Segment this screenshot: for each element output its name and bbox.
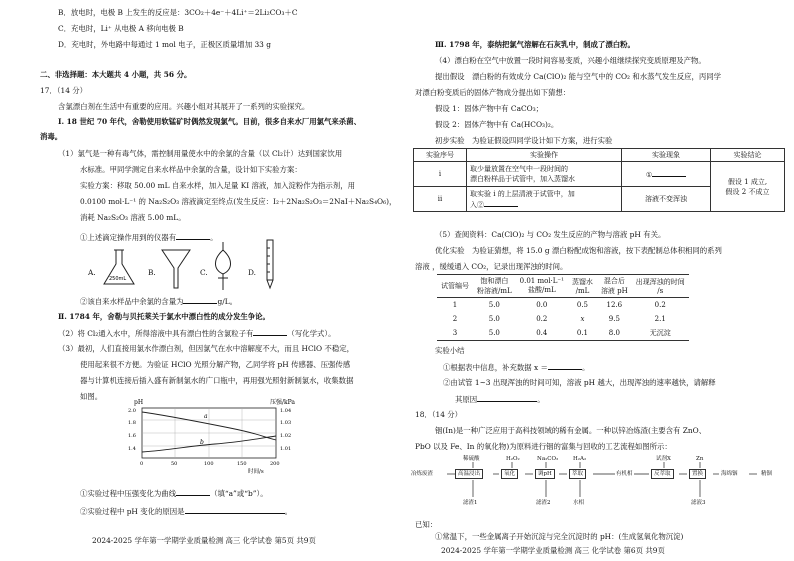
q1-sub2 (80, 296, 237, 306)
flow-output: 滤液3 (691, 500, 706, 506)
tick-right: 1.02 (280, 433, 292, 439)
table-row (437, 312, 689, 326)
apparatus-c-label: C. (200, 268, 208, 277)
flow-input: 稀硫酸 (463, 456, 480, 462)
summary-1-text: ①根据表中信息，补充数据 x ＝ (443, 363, 548, 372)
graph-right-ticks (280, 408, 291, 452)
tick-right: 1.03 (280, 420, 292, 426)
q3-sub2: ②实验过程中 pH 变化的原因是 。 (80, 507, 292, 516)
answer-blank[interactable] (548, 362, 582, 370)
flow-input: Zn (696, 456, 704, 462)
cell: 0.5 (576, 301, 588, 309)
graph-left-ticks (128, 408, 136, 452)
phenomenon-marker: ① (645, 171, 653, 179)
th-cell: 蒸馏水 /mL (568, 275, 597, 298)
flow-output: 滤渣1 (463, 500, 478, 506)
cell: 2 (452, 315, 458, 323)
cell: 溶液不变浑浊 (622, 187, 711, 212)
graph-x-ticks (140, 461, 280, 467)
q4-text-4: 初步实验 为验证假设四同学设计如下方案，进行实验 (435, 136, 613, 145)
answer-blank[interactable] (253, 328, 287, 336)
process-flowchart (411, 455, 789, 515)
question-18-number: 18．（14 分） (415, 410, 463, 419)
q2-text-main: （2）将 Cl₂通入水中，所得溶液中具有漂白性的含氯粒子有 (58, 329, 254, 338)
part-1-heading: Ⅰ. 18 世纪 70 年代，舍勒使用软锰矿时偶然发现氯气。目前，很多自来水厂用氯气来杀菌、 (58, 117, 361, 126)
cell: 2.1 (654, 315, 666, 323)
apparatus-d-label: D. (248, 268, 257, 277)
flow-step: 萃取 (569, 469, 586, 479)
q18-text-1: 铟(In)是一种广泛应用于高科技领域的稀有金属。一种以锌冶炼渣(主要含有 ZnO、 (435, 426, 707, 435)
cell-line: 取少量放置在空气中一段时间的 (470, 165, 568, 173)
q5-text-3: 溶液 ，缓缓通入 CO₂，记录出现浑浊的时间。 (415, 262, 568, 271)
tick-left: 2.0 (128, 408, 136, 414)
hypothesis-1: 假设 1：固体产物中有 CaCO₃； (435, 104, 544, 113)
footer-right: 2024-2025 学年第一学期学业质量检测 高三 化学试卷 第6页 共9页 (441, 546, 665, 555)
q3-sub1-end: （填“a”或“b”）。 (210, 489, 268, 498)
q1-text-2: 水标准。甲同学测定自来水样品中余氯的含量，设计如下实验方案： (80, 165, 302, 174)
cell: x (580, 315, 585, 323)
cell: 0.0 (536, 301, 548, 309)
tick-left: 1.8 (128, 420, 136, 426)
known-1: ①常温下，一些金属离子开始沉淀与完全沉淀时的 pH：(生成氢氧化物沉淀) (435, 532, 684, 541)
cell: 5.0 (488, 315, 500, 323)
cell (711, 162, 785, 212)
cell (467, 187, 622, 212)
answer-blank[interactable] (484, 199, 518, 207)
th-cell: 实验现象 (622, 149, 711, 162)
flow-end: 精铟 (761, 471, 773, 477)
apparatus-b-label: B. (148, 268, 156, 277)
cell-line (470, 199, 618, 210)
summary-2-line-2: 其原因 。 (455, 395, 545, 404)
cell-line: 假设 1 成立, (727, 177, 768, 186)
cell-line: 假设 2 不成立 (725, 187, 770, 196)
flow-input: H₂A₂ (573, 456, 587, 462)
volumetric-flask-icon (100, 248, 138, 290)
flow-step: 调pH (535, 469, 555, 479)
cell: i (414, 162, 467, 187)
cell: 5.0 (488, 329, 500, 337)
flow-step: 反萃取 (651, 469, 674, 479)
q2-text-end: （写化学式）。 (287, 329, 336, 338)
right-page (397, 0, 794, 561)
th-cell: 实验结论 (711, 149, 785, 162)
cell: 12.6 (606, 301, 623, 309)
q3-sub2-text: ②实验过程中 pH 变化的原因是 (80, 507, 185, 516)
flow-input: H₂O₂ (506, 456, 520, 462)
table-header (437, 275, 689, 298)
q4-text-2: 提出假设 漂白粉的有效成分 Ca(ClO)₂ 能与空气中的 CO₂ 和水蒸气发生反应，丙同学 (435, 72, 722, 81)
table-row (437, 298, 689, 313)
answer-blank[interactable] (176, 488, 210, 496)
apparatus-a-label: A. (88, 268, 96, 277)
answer-blank[interactable] (652, 169, 686, 177)
q1-sub1: ①上述滴定操作用到的仪器有 。 (80, 233, 218, 242)
separatory-funnel-icon (210, 240, 236, 292)
th-cell: 试管编号 (437, 275, 473, 298)
question-17-intro: 含氯漂白剂在生活中有重要的应用。兴趣小组对其展开了一系列的实验探究。 (58, 102, 310, 111)
q1-text-3: 实验方案：移取 50.00 mL 自来水样，加入足量 KI 溶液，加入淀粉作为指示剂，用 (80, 181, 355, 190)
part-1-heading-cont: 消毒。 (40, 132, 63, 141)
cell (467, 162, 622, 187)
tick-left: 1.6 (128, 433, 136, 439)
summary-heading: 实验小结 (435, 346, 465, 355)
th-cell: 混合后 溶液 pH (597, 275, 632, 298)
tick-x: 0 (140, 461, 144, 467)
cell: 0.4 (536, 329, 548, 337)
question-17-number: 17．（14 分） (40, 86, 88, 95)
cell: 无沉淀 (649, 329, 671, 337)
summary-1: ①根据表中信息，补充数据 x ＝ 。 (443, 363, 590, 372)
graph-ylabel-right: 压强/kPa (270, 399, 296, 406)
tick-x: 150 (237, 461, 247, 467)
cell: 9.5 (608, 315, 620, 323)
section-heading: 二、非选择题：本大题共 4 小题，共 56 分。 (40, 70, 192, 79)
cell: 3 (452, 329, 458, 337)
q3-text-1: （3）最初，人们直接用氯水作漂白剂，但因氯气在水中溶解度不大，而且 HClO 不稳定， (58, 344, 354, 353)
hypothesis-2: 假设 2：固体产物中有 Ca(HCO₃)₂。 (435, 120, 559, 129)
q3-text-4: 如图。 (80, 392, 103, 401)
tick-x: 200 (270, 461, 280, 467)
summary-2-line-1: ②由试管 1~3 出现浑浊的时间可知，溶液 pH 越大，出现浑浊的速率越快，请解释 (443, 378, 716, 387)
q3-sub1 (80, 488, 268, 498)
th-cell: 0.01 mol·L⁻¹ 盐酸/mL (516, 275, 568, 298)
known-heading: 已知： (415, 520, 438, 529)
th-cell: 实验序号 (414, 149, 467, 162)
option-b: B．放电时，电极 B 上发生的反应是：3CO₂＋4e⁻＋4Li⁺＝2Li₂CO₃＋C (58, 8, 298, 17)
funnel-icon (160, 246, 192, 290)
experiment-table (413, 148, 785, 212)
q4-text-3: 对漂白粉变质后的固体产物成分提出如下猜想： (415, 88, 571, 97)
cell: 8.0 (608, 329, 620, 337)
flow-step: 氧化 (501, 469, 518, 479)
cell: ii (414, 187, 467, 212)
summary-2-text: 其原因 (455, 395, 478, 404)
flow-output: 滤渣2 (536, 500, 551, 506)
ph-pressure-graph (120, 396, 310, 476)
q5-text-2: 优化实验 为验证猜想，将 15.0 g 漂白粉配成饱和溶液，按下表配制总体积相同的系列 (435, 246, 722, 255)
table-row (414, 162, 785, 187)
answer-blank[interactable] (185, 506, 285, 514)
tick-x: 50 (171, 461, 178, 467)
part-2-heading: Ⅱ. 1784 年，舍勒与贝托莱关于氯水中漂白性的成分发生争论。 (58, 312, 270, 321)
cell: 0.2 (654, 301, 666, 309)
flow-output: 水相 (573, 500, 585, 506)
graph-ylabel-left: pH (134, 399, 144, 406)
answer-blank[interactable] (183, 296, 217, 304)
footer-left: 2024-2025 学年第一学期学业质量检测 高三 化学试卷 第5页 共9页 (92, 536, 316, 545)
answer-blank[interactable] (477, 394, 537, 402)
cell: 1 (452, 301, 458, 309)
cell: 0.2 (536, 315, 548, 323)
q3-sub1-text: ①实验过程中压强变化为曲线 (80, 489, 177, 498)
flask-volume-label: 250mL (109, 276, 127, 282)
tick-left: 1.4 (128, 446, 136, 452)
q1-sub1-text: ①上述滴定操作用到的仪器有 (80, 233, 177, 242)
q3-text-2: 使用起来很不方便。为验证 HClO 光照分解产物，乙同学将 pH 传感器、压强传感 (80, 360, 351, 369)
q18-text-2: PbO 以及 Fe、In 的氧化物)为原料进行铟的富集与回收的工艺流程如图所示： (415, 442, 672, 451)
q1-sub2-text: ②该自来水样品中余氯的含量为 (80, 297, 184, 306)
flow-input: 试剂X (656, 456, 671, 462)
curve-a-label: a (204, 413, 208, 420)
tick-right: 1.01 (280, 446, 292, 452)
flow-input: Na₂CO₃ (537, 456, 559, 462)
option-c: C．充电时，Li⁺ 从电极 A 移向电极 B (58, 24, 184, 33)
q4-text-1: （4）漂白粉在空气中放置一段时间容易变质，兴趣小组继续探究变质原理及产物。 (435, 56, 706, 65)
flow-step: 高温浸出 (455, 469, 483, 479)
flow-step: 置换 (689, 469, 706, 479)
tick-x: 100 (204, 461, 214, 467)
q1-sub2-unit: g/L。 (217, 297, 238, 306)
tick-right: 1.04 (280, 408, 292, 414)
cell: 0.1 (576, 329, 588, 337)
th-cell: 实验操作 (467, 149, 622, 162)
flow-organic-phase: 有机相 (616, 471, 633, 477)
cell (622, 162, 711, 187)
table-header (414, 149, 785, 162)
graph-xlabel: 时间/s (248, 469, 264, 475)
part-3-heading: Ⅲ. 1798 年，泰纳把氯气溶解在石灰乳中，制成了漂白粉。 (435, 40, 635, 49)
q1-text-4: 0.0100 mol·L⁻¹ 的 Na₂S₂O₃ 溶液滴定至终点(发生反应：I₂＋2Na₂S₂O₃＝2NaI＋Na₂S₄O₆)， (80, 197, 397, 206)
th-cell: 饱和漂白 粉溶液/mL (473, 275, 516, 298)
q3-text-3: 器与计算机连接后插入盛有新制氯水的广口瓶中，再用强光照射新制氯水，收集数据 (80, 376, 354, 385)
curve-b-label: b (200, 439, 204, 446)
table-row (437, 326, 689, 341)
reagent-marker: 入② (470, 200, 484, 209)
flow-start: 冶炼废渣 (411, 471, 434, 477)
optimization-table (437, 274, 689, 341)
cell-line: 漂白粉样品于试管中，加入蒸馏水 (470, 175, 575, 183)
option-d: D．充电时，外电路中每通过 1 mol 电子，正极区质量增加 33 g (58, 40, 271, 49)
flow-sponge-indium: 海绵铟 (721, 471, 738, 477)
q2-text (58, 328, 335, 338)
q5-text-1: （5）查阅资料：Ca(ClO)₂ 与 CO₂ 发生反应的产物与溶液 pH 有关。 (435, 230, 666, 239)
cell-line: 取实验 i 的上层清液于试管中，加 (470, 189, 575, 198)
th-cell: 出现浑浊的时间 /s (632, 275, 689, 298)
cell: 5.0 (488, 301, 500, 309)
q1-text-1: （1）氯气是一种有毒气体，需控制用量使水中的余氯的含量（以 Cl₂计）达到国家饮用 (58, 149, 343, 158)
burette-icon (260, 238, 280, 294)
answer-blank[interactable] (176, 232, 210, 240)
q1-text-5: 消耗 Na₂S₂O₃ 溶液 5.00 mL。 (80, 213, 186, 222)
